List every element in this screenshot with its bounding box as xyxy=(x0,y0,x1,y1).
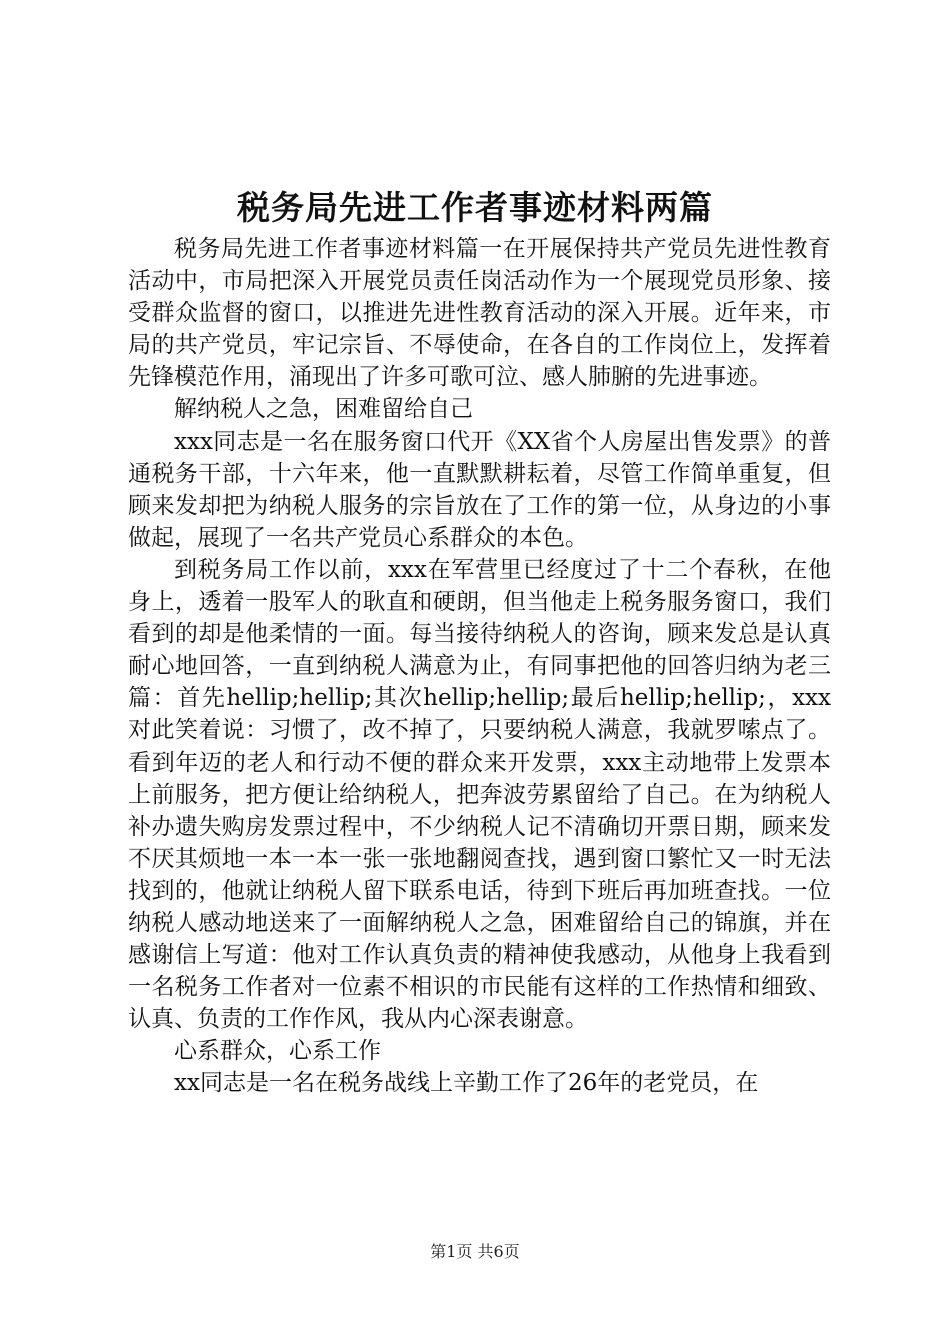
document-title: 税务局先进工作者事迹材料两篇 xyxy=(237,188,713,227)
paragraph-intro: 税务局先进工作者事迹材料篇一在开展保持共产党员先进性教育活动中，市局把深入开展党员责任岗活动作为一个展现党员形象、接受群众监督的窗口，以推进先进性教育活动的深入开展。近年来，市局的共产党员，牢记宗旨、不辱使命，在各自的工作岗位上，发挥着先锋模范作用，涌现出了许多可歌可泣、感人肺腑的先进事迹。 xyxy=(128,236,831,391)
section-heading-2: 心系群众，心系工作 xyxy=(174,1038,381,1065)
page-number-footer: 第1页 共6页 xyxy=(430,1242,520,1261)
paragraph-2: xxx同志是一名在服务窗口代开《XX省个人房屋出售发票》的普通税务干部，十六年来，他一直默默耕耘着，尽管工作简单重复，但顾来发却把为纳税人服务的宗旨放在了工作的第一位，从身边的小事做起，展现了一名共产党员心系群众的本色。 xyxy=(128,428,831,551)
paragraph-5: xx同志是一名在税务战线上辛勤工作了26年的老党员，在 xyxy=(174,1070,759,1097)
section-heading-1: 解纳税人之急，困难留给自己 xyxy=(174,396,473,423)
paragraph-3: 到税务局工作以前，xxx在军营里已经度过了十二个春秋，在他身上，透着一股军人的耿直和硬朗，但当他走上税务服务窗口，我们看到的却是他柔情的一面。每当接待纳税人的咨询，顾来发总是认真耐心地回答，一直到纳税人满意为止，有同事把他的回答归纳为老三篇：首先hellip;hellip;其次hellip;hellip;最后hellip;hellip;，xxx对此笑着说：习惯了，改不掉了，只要纳税人满意，我就罗嗦点了。看到年迈的老人和行动不便的群众来开发票，xxx主动地带上发票本上前服务，把方便让给纳税人，把奔波劳累留给了自己。在为纳税人补办遗失购房发票过程中，不少纳税人记不清确切开票日期，顾来发不厌其烦地一本一本一张一张地翻阅查找，遇到窗口繁忙又一时无法找到的，他就让纳税人留下联系电话，待到下班后再加班查找。一位纳税人感动地送来了一面解纳税人之急，困难留给自己的锦旗，并在感谢信上写道：他对工作认真负责的精神使我感动，从他身上我看到一名税务工作者对一位素不相识的市民能有这样的工作热情和细致、认真、负责的工作作风，我从内心深表谢意。 xyxy=(128,556,831,1033)
document-body xyxy=(128,233,831,1100)
